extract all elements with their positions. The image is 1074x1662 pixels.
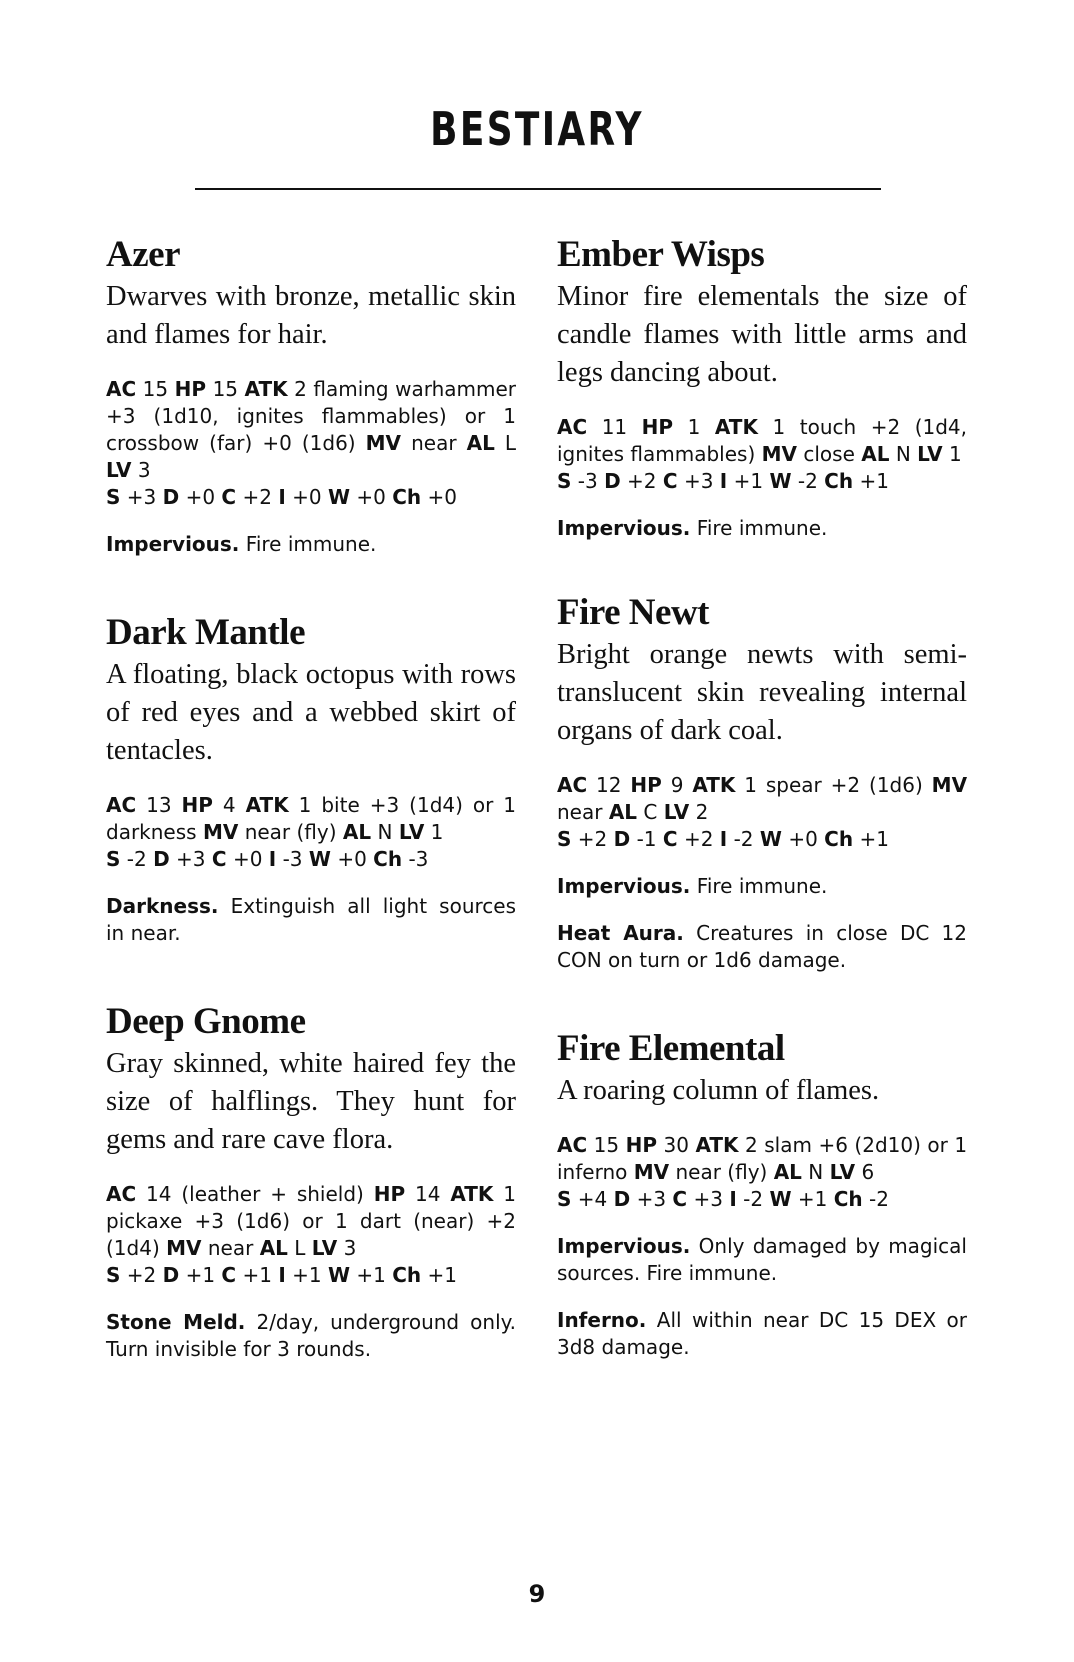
stat-al: L (294, 1236, 306, 1260)
monster-ability (106, 531, 516, 558)
right-column (557, 232, 967, 1361)
stat-label-lv: LV (398, 820, 425, 844)
stat-label-mv: MV (633, 1160, 670, 1184)
stat-mv: near (207, 1236, 254, 1260)
ability-label: Stone Meld. (106, 1310, 246, 1334)
stat-label-lv: LV (311, 1236, 338, 1260)
stat-label-al: AL (259, 1236, 288, 1260)
monster-name: Deep Gnome (106, 1001, 306, 1042)
page-title: BESTIARY (430, 102, 644, 156)
stat-ch: +1 (859, 827, 889, 851)
stat-mv: near (411, 431, 457, 455)
stat-al: C (643, 800, 658, 824)
stat-label-hp: HP (174, 377, 207, 401)
stat-label-ac: AC (106, 793, 137, 817)
stat-label-ac: AC (106, 1182, 137, 1206)
stat-label-al: AL (773, 1160, 802, 1184)
stat-label-ch: Ch (833, 1187, 863, 1211)
stat-label-i: I (719, 827, 728, 851)
stat-lv: 3 (137, 458, 151, 482)
stat-d: +3 (636, 1187, 667, 1211)
stat-mv: near (fly) (244, 820, 337, 844)
stat-ch: +1 (859, 469, 889, 493)
stat-hp: 30 (663, 1133, 689, 1157)
stat-ch: -2 (868, 1187, 889, 1211)
stat-label-s: S (557, 469, 572, 493)
ability-text: Only damaged by magical sources. Fire immune. (557, 1234, 967, 1285)
stat-line-abilities (106, 1262, 516, 1289)
stat-c: +0 (232, 847, 263, 871)
left-column (106, 232, 516, 1363)
monster-description: Minor fire elementals the size of candle flames with little arms and legs dancing about. (557, 281, 967, 388)
stat-label-al: AL (342, 820, 372, 844)
monster-entry (106, 232, 516, 558)
ability-label: Impervious. (557, 1234, 691, 1258)
stat-block (106, 792, 516, 873)
monster-ability (557, 920, 967, 974)
stat-label-w: W (769, 1187, 792, 1211)
stat-i: +0 (292, 485, 322, 509)
stat-al: N (895, 442, 911, 466)
stat-label-s: S (106, 847, 121, 871)
stat-s: +2 (577, 827, 608, 851)
ability-label: Heat Aura. (557, 921, 684, 945)
stat-block (557, 414, 967, 495)
ability-text: 2/day, underground only. Turn invisible for 3 rounds. (106, 1310, 516, 1361)
stat-label-mv: MV (365, 431, 402, 455)
stat-label-c: C (221, 485, 237, 509)
stat-label-s: S (557, 827, 572, 851)
stat-hp: 15 (212, 377, 239, 401)
ability-text: Fire immune. (696, 516, 828, 540)
stat-atk: 2 slam +6 (2d10) or 1 inferno (557, 1133, 968, 1184)
stat-d: +0 (185, 485, 216, 509)
stat-label-hp: HP (181, 793, 213, 817)
stat-label-c: C (211, 847, 227, 871)
stat-label-atk: ATK (692, 773, 736, 797)
stat-ch: +0 (427, 485, 457, 509)
stat-i: -3 (282, 847, 303, 871)
stat-line-main (557, 415, 967, 466)
stat-c: +3 (683, 469, 714, 493)
stat-atk: 1 touch +2 (1d4, ignites flammables) (557, 415, 968, 466)
monster-name: Fire Elemental (557, 1028, 785, 1069)
stat-label-hp: HP (625, 1133, 658, 1157)
monster-ability (557, 1307, 967, 1361)
stat-ac: 15 (593, 1133, 620, 1157)
stat-label-al: AL (861, 442, 890, 466)
stat-i: +1 (292, 1263, 322, 1287)
stat-al: N (377, 820, 393, 844)
stat-ac: 11 (601, 415, 628, 439)
stat-block (557, 1132, 967, 1213)
stat-line-abilities (106, 484, 516, 511)
stat-label-atk: ATK (695, 1133, 739, 1157)
stat-i: -2 (733, 827, 754, 851)
stat-label-s: S (106, 485, 121, 509)
stat-label-s: S (106, 1263, 121, 1287)
stat-label-ac: AC (557, 415, 588, 439)
monster-entry (557, 232, 967, 542)
stat-w: +0 (356, 485, 386, 509)
stat-line-main (106, 377, 516, 482)
stat-w: +0 (337, 847, 367, 871)
stat-label-i: I (268, 847, 277, 871)
monster-ability (557, 515, 967, 542)
ability-text: Extinguish all light sources in near. (106, 894, 516, 945)
stat-label-mv: MV (166, 1236, 202, 1260)
stat-label-ac: AC (106, 377, 137, 401)
stat-label-hp: HP (630, 773, 662, 797)
monster-name: Fire Newt (557, 592, 709, 633)
monster-description: A roaring column of flames. (557, 1075, 880, 1106)
stat-block (106, 1181, 516, 1289)
stat-lv: 6 (861, 1160, 875, 1184)
stat-hp: 1 (687, 415, 701, 439)
stat-label-d: D (604, 469, 621, 493)
stat-label-hp: HP (641, 415, 674, 439)
monster-entry (557, 590, 967, 974)
stat-ac: 13 (146, 793, 172, 817)
stat-c: +3 (693, 1187, 723, 1211)
stat-w: +0 (788, 827, 818, 851)
monster-description: Bright orange newts with semi-translucent skin revealing internal organs of dark coal. (557, 639, 967, 746)
stat-s: -2 (126, 847, 147, 871)
stat-line-abilities (557, 468, 967, 495)
stat-label-ch: Ch (392, 485, 422, 509)
stat-label-s: S (557, 1187, 572, 1211)
stat-label-w: W (308, 847, 331, 871)
title-divider (195, 188, 881, 190)
stat-label-d: D (613, 827, 631, 851)
stat-label-mv: MV (931, 773, 968, 797)
stat-label-d: D (613, 1187, 631, 1211)
stat-atk: 1 spear +2 (1d6) (744, 773, 923, 797)
stat-i: +1 (733, 469, 764, 493)
stat-c: +2 (242, 485, 272, 509)
stat-d: +3 (176, 847, 206, 871)
stat-ch: +1 (427, 1263, 457, 1287)
stat-line-main (557, 773, 967, 824)
stat-label-mv: MV (202, 820, 239, 844)
stat-s: +4 (577, 1187, 608, 1211)
ability-label: Inferno. (557, 1308, 647, 1332)
stat-label-al: AL (466, 431, 495, 455)
stat-label-ch: Ch (392, 1263, 422, 1287)
stat-label-lv: LV (829, 1160, 856, 1184)
monster-name: Azer (106, 234, 180, 275)
stat-line-main (557, 1133, 967, 1184)
stat-w: -2 (797, 469, 818, 493)
stat-label-mv: MV (761, 442, 798, 466)
stat-label-d: D (153, 847, 170, 871)
stat-label-atk: ATK (714, 415, 758, 439)
stat-s: -3 (577, 469, 598, 493)
stat-mv: close (803, 442, 855, 466)
stat-label-hp: HP (373, 1182, 406, 1206)
stat-label-w: W (327, 1263, 351, 1287)
stat-hp: 14 (414, 1182, 441, 1206)
stat-block (557, 772, 967, 853)
stat-ac: 12 (596, 773, 622, 797)
monster-entry (106, 610, 516, 947)
stat-label-c: C (672, 1187, 688, 1211)
stat-ch: -3 (408, 847, 429, 871)
stat-w: +1 (356, 1263, 386, 1287)
stat-label-c: C (662, 469, 678, 493)
stat-ac: 15 (142, 377, 169, 401)
monster-entry (557, 1026, 967, 1361)
monster-ability (557, 1233, 967, 1287)
stat-c: +2 (683, 827, 714, 851)
stat-lv: 3 (343, 1236, 357, 1260)
stat-line-main (106, 1182, 516, 1260)
monster-description: A floating, black octopus with rows of red eyes and a webbed skirt of tentacles. (106, 659, 516, 766)
ability-label: Impervious. (106, 532, 240, 556)
ability-text: Fire immune. (245, 532, 377, 556)
stat-al: N (808, 1160, 824, 1184)
stat-label-d: D (162, 1263, 180, 1287)
stat-atk: 1 bite +3 (1d4) or 1 darkness (106, 793, 517, 844)
stat-label-w: W (769, 469, 792, 493)
stat-label-w: W (327, 485, 351, 509)
stat-d: -1 (636, 827, 657, 851)
stat-line-abilities (106, 846, 516, 873)
stat-d: +2 (627, 469, 657, 493)
ability-label: Darkness. (106, 894, 219, 918)
stat-label-i: I (278, 1263, 286, 1287)
stat-hp: 9 (670, 773, 684, 797)
stat-label-lv: LV (663, 800, 690, 824)
stat-s: +2 (126, 1263, 157, 1287)
stat-label-i: I (278, 485, 286, 509)
stat-label-ac: AC (557, 1133, 588, 1157)
stat-label-ac: AC (557, 773, 588, 797)
stat-label-atk: ATK (244, 377, 288, 401)
stat-al: L (504, 431, 517, 455)
stat-label-i: I (729, 1187, 737, 1211)
page-number: 9 (528, 1580, 546, 1608)
stat-atk: 2 flaming warhammer +3 (1d10, ignites flammables) or 1 crossbow (far) +0 (1d6) (106, 377, 517, 455)
monster-description: Gray skinned, white haired fey the size of halflings. They hunt for gems and rare cave flora. (106, 1048, 516, 1155)
stat-line-abilities (557, 1186, 967, 1213)
ability-text: All within near DC 15 DEX or 3d8 damage. (557, 1308, 968, 1359)
stat-label-atk: ATK (245, 793, 289, 817)
monster-description: Dwarves with bronze, metallic skin and flames for hair. (106, 281, 516, 350)
stat-label-ch: Ch (373, 847, 403, 871)
stat-line-abilities (557, 826, 967, 853)
stat-label-lv: LV (917, 442, 943, 466)
stat-block (106, 376, 516, 511)
ability-text: Creatures in close DC 12 CON on turn or 1d6 damage. (557, 921, 968, 972)
stat-label-c: C (221, 1263, 237, 1287)
stat-lv: 1 (430, 820, 444, 844)
stat-label-atk: ATK (450, 1182, 494, 1206)
stat-c: +1 (242, 1263, 272, 1287)
stat-label-i: I (719, 469, 728, 493)
monster-name: Dark Mantle (106, 612, 305, 653)
monster-ability (106, 1309, 516, 1363)
stat-label-w: W (759, 827, 782, 851)
stat-label-ch: Ch (824, 469, 854, 493)
stat-label-lv: LV (106, 458, 132, 482)
stat-w: +1 (797, 1187, 828, 1211)
stat-s: +3 (126, 485, 157, 509)
ability-label: Impervious. (557, 516, 691, 540)
stat-label-al: AL (608, 800, 638, 824)
stat-line-main (106, 793, 516, 844)
stat-lv: 2 (695, 800, 709, 824)
ability-text: Fire immune. (696, 874, 828, 898)
ability-label: Impervious. (557, 874, 691, 898)
stat-label-d: D (162, 485, 180, 509)
monster-ability (106, 893, 516, 947)
stat-ac: 14 (leather + shield) (146, 1182, 364, 1206)
stat-mv: near (fly) (675, 1160, 768, 1184)
stat-label-c: C (662, 827, 678, 851)
stat-d: +1 (185, 1263, 216, 1287)
stat-label-ch: Ch (824, 827, 854, 851)
stat-lv: 1 (949, 442, 962, 466)
stat-hp: 4 (222, 793, 236, 817)
stat-atk: 1 pickaxe +3 (1d6) or 1 dart (near) +2 (1d4) (106, 1182, 516, 1260)
monster-ability (557, 873, 967, 900)
monster-name: Ember Wisps (557, 234, 765, 275)
monster-entry (106, 999, 516, 1363)
stat-i: -2 (743, 1187, 764, 1211)
stat-mv: near (557, 800, 603, 824)
